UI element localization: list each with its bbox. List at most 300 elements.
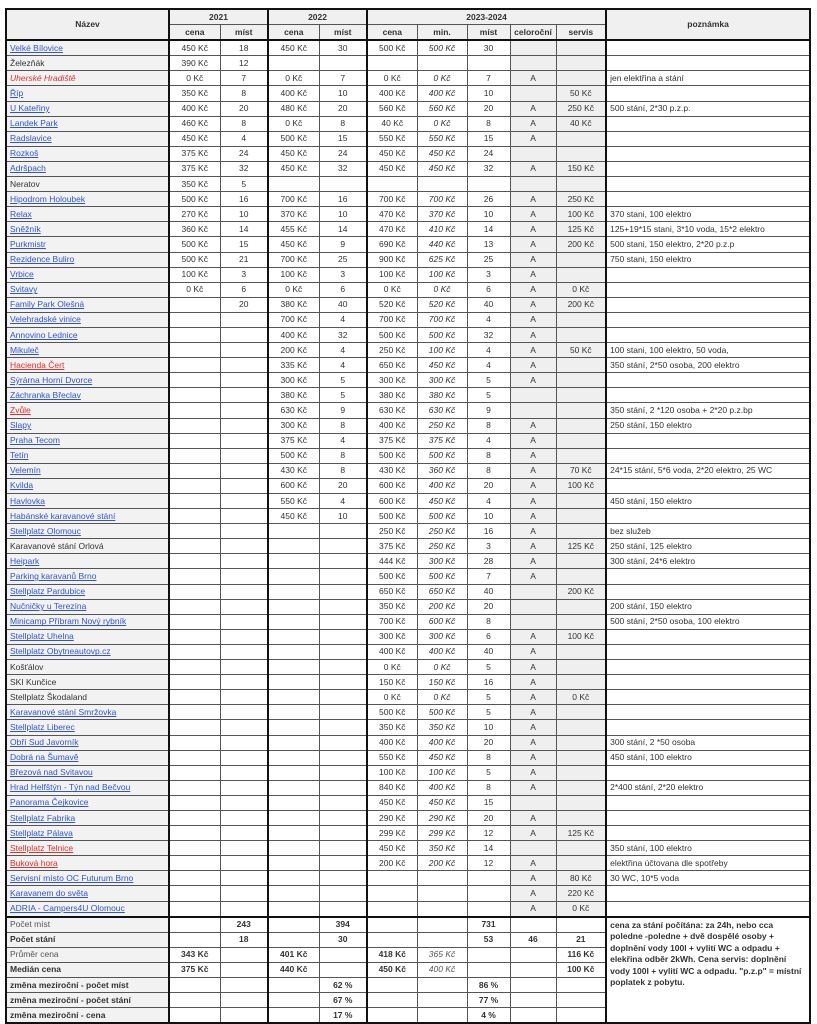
campsite-name: Karavanové stání Orlová (10, 540, 104, 551)
price-2324-cell: 400 Kč (367, 86, 417, 101)
note-cell: 500 stani, 150 elektro, 2*20 p.z.p (606, 237, 810, 252)
yearround-2324-cell: A (510, 871, 556, 886)
places-2021-cell (220, 660, 268, 675)
table-row (6, 584, 810, 599)
min-price-2324-cell: 0 Kč (417, 690, 467, 705)
header-2324-service: servis (556, 25, 606, 41)
campsite-link[interactable]: Relax (10, 208, 32, 219)
price-2324-cell: 500 Kč (367, 327, 417, 342)
campsite-name-cell[interactable] (6, 629, 169, 644)
campsite-link[interactable]: Obří Sud Javorník (10, 737, 79, 748)
price-2324-cell: 100 Kč (367, 267, 417, 282)
campsite-name-cell (6, 177, 169, 192)
price-2324-cell: 600 Kč (367, 478, 417, 493)
campsite-link[interactable]: Stellplatz Olomouc (10, 525, 81, 536)
min-price-2324-cell: 100 Kč (417, 343, 467, 358)
yearround-2324-cell (510, 177, 556, 192)
campsite-link[interactable]: Stellplatz Pálava (10, 827, 73, 838)
price-2022-cell (268, 750, 319, 765)
campsite-name: Neratov (10, 178, 40, 189)
campsite-link[interactable]: Stellplatz Fabrika (10, 812, 76, 823)
header-note: poznámka (606, 9, 810, 40)
table-row (6, 720, 810, 735)
places-2324-cell: 40 (467, 584, 510, 599)
yearround-2324-cell: A (510, 886, 556, 901)
table-row (6, 373, 810, 388)
note-cell: 100 stani, 100 elektro, 50 voda, (606, 343, 810, 358)
campsite-name-cell[interactable] (6, 373, 169, 388)
places-2324-cell: 20 (467, 810, 510, 825)
campsite-name-cell[interactable] (6, 343, 169, 358)
campsite-name-cell[interactable] (6, 524, 169, 539)
note-cell (606, 660, 810, 675)
campsite-link[interactable]: ADRIA - Campers4U Olomouc (10, 903, 125, 914)
price-2021-cell (169, 871, 220, 886)
service-2324-cell (556, 554, 606, 569)
price-2324-cell: 0 Kč (367, 71, 417, 86)
campsite-name-cell[interactable] (6, 795, 169, 810)
table-row (6, 478, 810, 493)
yearround-2324-cell: A (510, 101, 556, 116)
places-2324-cell (467, 871, 510, 886)
places-2022-cell: 15 (319, 131, 367, 146)
campsite-name-cell[interactable] (6, 750, 169, 765)
campsite-name-cell[interactable] (6, 569, 169, 584)
campsite-link[interactable]: Havlovka (10, 495, 45, 506)
header-year-2021: 2021 (169, 9, 268, 25)
yearround-2324-cell: A (510, 327, 556, 342)
campsite-link[interactable]: Nučničky u Terezína (10, 601, 87, 612)
places-2021-cell: 18 (220, 40, 268, 56)
campsite-name-cell[interactable] (6, 312, 169, 327)
note-cell: 250 stání, 150 elektro (606, 418, 810, 433)
campsite-name-cell[interactable] (6, 282, 169, 297)
campsite-link[interactable]: Stellplatz Pardubice (10, 586, 86, 597)
places-2022-cell: 16 (319, 192, 367, 207)
campsite-link[interactable]: Hipodrom Holoubek (10, 193, 86, 204)
min-price-2324-cell: 410 Kč (417, 222, 467, 237)
campsite-name-cell[interactable] (6, 358, 169, 373)
price-2324-cell: 0 Kč (367, 660, 417, 675)
price-2021-cell (169, 886, 220, 901)
campsite-link[interactable]: Minicamp Příbram Nový rybník (10, 616, 127, 627)
price-2022-cell (268, 690, 319, 705)
campsite-name-cell[interactable] (6, 826, 169, 841)
summary-c22-cell (268, 978, 319, 993)
summary-c23-cell: 450 Kč (367, 962, 417, 977)
summary-row (6, 917, 810, 933)
note-cell: 500 stání, 2*50 osoba, 100 elektro (606, 614, 810, 629)
campsite-name-cell[interactable] (6, 478, 169, 493)
yearround-2324-cell (510, 599, 556, 614)
table-row (6, 101, 810, 116)
table-row (6, 629, 810, 644)
price-2324-cell: 700 Kč (367, 192, 417, 207)
places-2324-cell: 10 (467, 509, 510, 524)
min-price-2324-cell: 0 Kč (417, 282, 467, 297)
campsite-name-cell[interactable] (6, 448, 169, 463)
price-2022-cell: 450 Kč (268, 40, 319, 56)
yearround-2324-cell: A (510, 267, 556, 282)
places-2021-cell: 7 (220, 71, 268, 86)
campsite-name-cell[interactable] (6, 327, 169, 342)
campsite-link[interactable]: Panorama Čejkovice (10, 797, 89, 808)
campsite-link[interactable]: Stellplatz Liberec (10, 721, 75, 732)
service-2324-cell (556, 267, 606, 282)
service-2324-cell: 50 Kč (556, 86, 606, 101)
campsite-link[interactable]: Parking karavanů Brno (10, 571, 97, 582)
service-2324-cell (556, 660, 606, 675)
places-2022-cell (319, 901, 367, 917)
min-price-2324-cell: 360 Kč (417, 463, 467, 478)
yearround-2324-cell: A (510, 524, 556, 539)
places-2021-cell (220, 750, 268, 765)
campsite-name: SKI Kunčice (10, 676, 57, 687)
campsite-name-cell[interactable] (6, 644, 169, 659)
campsite-link[interactable]: Vrbice (10, 269, 34, 280)
summary-c21-cell (169, 978, 220, 993)
campsite-name-cell[interactable] (6, 886, 169, 901)
campsite-link[interactable]: Sněžník (10, 223, 41, 234)
service-2324-cell (556, 750, 606, 765)
price-2021-cell (169, 448, 220, 463)
note-cell: 300 stání, 24*6 elektro (606, 554, 810, 569)
summary-c23-cell (367, 917, 417, 933)
campsite-name-cell[interactable] (6, 599, 169, 614)
campsite-name-cell[interactable] (6, 584, 169, 599)
places-2324-cell: 30 (467, 40, 510, 56)
campsite-link[interactable]: Karavanem do světa (10, 887, 88, 898)
yearround-2324-cell: A (510, 569, 556, 584)
summary-m22-cell (319, 947, 367, 962)
price-2021-cell (169, 690, 220, 705)
places-2021-cell (220, 463, 268, 478)
campsite-link[interactable]: Tetín (10, 450, 29, 461)
service-2324-cell (556, 856, 606, 871)
places-2022-cell (319, 614, 367, 629)
campsite-name-cell[interactable] (6, 161, 169, 176)
price-2021-cell (169, 765, 220, 780)
campsite-name-cell[interactable] (6, 780, 169, 795)
price-2021-cell (169, 569, 220, 584)
min-price-2324-cell: 500 Kč (417, 569, 467, 584)
price-2022-cell (268, 841, 319, 856)
campsite-name-cell[interactable] (6, 116, 169, 131)
service-2324-cell: 125 Kč (556, 222, 606, 237)
table-row (6, 810, 810, 825)
campsite-name-cell[interactable] (6, 856, 169, 871)
price-2022-cell (268, 705, 319, 720)
price-2324-cell (367, 177, 417, 192)
campsite-link[interactable]: Zvůle (10, 404, 31, 415)
campsite-link[interactable]: Servisní místo OC Futurum Brno (10, 872, 134, 883)
campsite-name-cell (6, 56, 169, 71)
campsite-link[interactable]: Velemín (10, 465, 41, 476)
yearround-2324-cell (510, 146, 556, 161)
header-2324-min: min. (417, 25, 467, 41)
places-2022-cell: 32 (319, 161, 367, 176)
pricing-explanation-note: cena za stání počítána: za 24h, nebo cca poledne -poledne + dvě dospělé osoby + doplnění vody 100l + vylití WC a odpadu + elekřina odběr 2kWh. Cena servis: doplnění vody 100l + vylití WC a odpadu. "p.z.p" = místní poplatek z pobytu. (606, 917, 810, 1024)
table-row (6, 795, 810, 810)
campsite-link[interactable]: Karavanové stání Smržovka (10, 706, 117, 717)
places-2021-cell (220, 599, 268, 614)
price-2324-cell: 650 Kč (367, 584, 417, 599)
places-2022-cell (319, 599, 367, 614)
campsite-name-cell[interactable] (6, 810, 169, 825)
price-2324-cell: 500 Kč (367, 705, 417, 720)
note-cell: 500 stání, 2*30 p.z.p. (606, 101, 810, 116)
price-2021-cell (169, 599, 220, 614)
price-2324-cell: 400 Kč (367, 418, 417, 433)
campsite-link[interactable]: Radslavice (10, 133, 52, 144)
places-2324-cell: 40 (467, 644, 510, 659)
places-2324-cell: 12 (467, 856, 510, 871)
table-row (6, 463, 810, 478)
campsite-name-cell[interactable] (6, 614, 169, 629)
price-2022-cell (268, 826, 319, 841)
summary-cel-cell (510, 917, 556, 933)
places-2021-cell (220, 584, 268, 599)
summary-m21-cell (220, 978, 268, 993)
campsite-link[interactable]: Sýrárna Horní Dvorce (10, 374, 93, 385)
service-2324-cell: 70 Kč (556, 463, 606, 478)
places-2022-cell (319, 584, 367, 599)
campsite-name-cell[interactable] (6, 418, 169, 433)
yearround-2324-cell (510, 403, 556, 418)
campsite-name-cell[interactable] (6, 297, 169, 312)
yearround-2324-cell: A (510, 765, 556, 780)
yearround-2324-cell: A (510, 161, 556, 176)
places-2021-cell: 24 (220, 146, 268, 161)
campsite-name-cell[interactable] (6, 388, 169, 403)
table-row (6, 267, 810, 282)
campsite-name-cell[interactable] (6, 765, 169, 780)
price-2022-cell: 480 Kč (268, 101, 319, 116)
summary-srv-cell (556, 917, 606, 933)
places-2021-cell: 10 (220, 207, 268, 222)
summary-srv-cell (556, 993, 606, 1008)
min-price-2324-cell: 100 Kč (417, 267, 467, 282)
campsite-link[interactable]: Rozkoš (10, 148, 39, 159)
note-cell: 24*15 stání, 5*6 voda, 2*20 elektro, 25 WC (606, 463, 810, 478)
places-2021-cell (220, 343, 268, 358)
header-2324-price: cena (367, 25, 417, 41)
service-2324-cell (556, 810, 606, 825)
campsite-name-cell[interactable] (6, 433, 169, 448)
places-2021-cell (220, 856, 268, 871)
places-2022-cell: 4 (319, 433, 367, 448)
campsite-name-cell[interactable] (6, 40, 169, 56)
service-2324-cell (556, 418, 606, 433)
campsite-link[interactable]: Kvilda (10, 480, 34, 491)
price-2021-cell (169, 735, 220, 750)
campsite-name-cell[interactable] (6, 901, 169, 917)
campsite-link[interactable]: Slapy (10, 420, 32, 431)
campsite-name-cell (6, 690, 169, 705)
campsite-name-cell[interactable] (6, 720, 169, 735)
service-2324-cell (556, 841, 606, 856)
min-price-2324-cell: 200 Kč (417, 856, 467, 871)
campsite-name-cell[interactable] (6, 494, 169, 509)
price-2021-cell (169, 614, 220, 629)
campsite-link[interactable]: Říp (10, 88, 24, 99)
campsite-name-cell[interactable] (6, 871, 169, 886)
campsite-name-cell[interactable] (6, 267, 169, 282)
service-2324-cell: 200 Kč (556, 584, 606, 599)
campsite-link[interactable]: Březová nad Svitavou (10, 767, 93, 778)
summary-c23-cell (367, 993, 417, 1008)
campsite-name-cell[interactable] (6, 705, 169, 720)
campsite-name-cell[interactable] (6, 86, 169, 101)
min-price-2324-cell: 500 Kč (417, 448, 467, 463)
places-2022-cell: 14 (319, 222, 367, 237)
places-2324-cell: 10 (467, 207, 510, 222)
price-2022-cell: 600 Kč (268, 478, 319, 493)
campsite-link[interactable]: Velehradské vinice (10, 314, 81, 325)
note-cell (606, 569, 810, 584)
campsite-name-cell[interactable] (6, 463, 169, 478)
min-price-2324-cell: 450 Kč (417, 494, 467, 509)
yearround-2324-cell (510, 40, 556, 56)
campsite-link[interactable]: Svitavy (10, 284, 38, 295)
places-2021-cell (220, 765, 268, 780)
places-2324-cell: 15 (467, 131, 510, 146)
table-row (6, 222, 810, 237)
campsite-link[interactable]: Mikuleč (10, 344, 39, 355)
note-cell (606, 177, 810, 192)
campsite-link[interactable]: Purkmistr (10, 238, 46, 249)
price-2324-cell: 560 Kč (367, 101, 417, 116)
campsite-link[interactable]: Stellplatz Telnice (10, 842, 74, 853)
yearround-2324-cell: A (510, 252, 556, 267)
campsite-link[interactable]: Habánské karavanové stání (10, 510, 116, 521)
min-price-2324-cell: 200 Kč (417, 599, 467, 614)
places-2021-cell (220, 826, 268, 841)
campsite-name-cell[interactable] (6, 237, 169, 252)
campsite-name-cell[interactable] (6, 403, 169, 418)
min-price-2324-cell: 700 Kč (417, 312, 467, 327)
places-2021-cell: 32 (220, 161, 268, 176)
campsite-name-cell[interactable] (6, 146, 169, 161)
table-row (6, 358, 810, 373)
note-cell (606, 373, 810, 388)
campsite-link[interactable]: Annovino Lednice (10, 329, 78, 340)
campsite-name-cell[interactable] (6, 222, 169, 237)
campsite-link[interactable]: Stellplatz Obytneautovp.cz (10, 646, 111, 657)
price-2021-cell: 270 Kč (169, 207, 220, 222)
note-cell (606, 584, 810, 599)
price-2324-cell: 500 Kč (367, 509, 417, 524)
summary-m23-cell: 731 (467, 917, 510, 933)
price-2022-cell (268, 554, 319, 569)
campsite-name-cell[interactable] (6, 207, 169, 222)
campsite-name-cell[interactable] (6, 841, 169, 856)
price-2022-cell (268, 810, 319, 825)
campsite-name-cell[interactable] (6, 554, 169, 569)
places-2022-cell (319, 780, 367, 795)
campsite-name-cell[interactable] (6, 131, 169, 146)
service-2324-cell (556, 388, 606, 403)
campsite-link[interactable]: Stellplatz Uhelna (10, 631, 74, 642)
campsite-link[interactable]: Hacienda Čert (10, 359, 65, 370)
price-2021-cell (169, 584, 220, 599)
yearround-2324-cell: A (510, 358, 556, 373)
price-2021-cell (169, 660, 220, 675)
campsite-name-cell[interactable] (6, 101, 169, 116)
table-row (6, 660, 810, 675)
campsite-name-cell[interactable] (6, 252, 169, 267)
campsite-link[interactable]: Hrad Helfštýn - Týn nad Bečvou (10, 782, 131, 793)
campsite-link[interactable]: Heipark (10, 555, 40, 566)
price-2021-cell (169, 524, 220, 539)
min-price-2324-cell: 290 Kč (417, 810, 467, 825)
note-cell (606, 826, 810, 841)
yearround-2324-cell (510, 614, 556, 629)
summary-min-cell (417, 993, 467, 1008)
min-price-2324-cell: 350 Kč (417, 720, 467, 735)
campsite-name-cell[interactable] (6, 509, 169, 524)
summary-min-cell (417, 917, 467, 933)
price-2324-cell: 700 Kč (367, 312, 417, 327)
campsite-link[interactable]: Velké Bílovice (10, 42, 63, 53)
places-2324-cell: 4 (467, 343, 510, 358)
price-2022-cell (268, 599, 319, 614)
places-2324-cell: 7 (467, 569, 510, 584)
campsite-name-cell[interactable] (6, 192, 169, 207)
campsite-name-cell[interactable] (6, 735, 169, 750)
yearround-2324-cell: A (510, 312, 556, 327)
places-2021-cell (220, 312, 268, 327)
service-2324-cell (556, 524, 606, 539)
campsite-link[interactable]: Dobrá na Šumavě (10, 752, 79, 763)
min-price-2324-cell: 500 Kč (417, 327, 467, 342)
table-row (6, 826, 810, 841)
service-2324-cell (556, 675, 606, 690)
yearround-2324-cell: A (510, 554, 556, 569)
price-2022-cell: 375 Kč (268, 433, 319, 448)
min-price-2324-cell: 450 Kč (417, 146, 467, 161)
service-2324-cell: 150 Kč (556, 161, 606, 176)
price-2022-cell (268, 524, 319, 539)
places-2324-cell: 8 (467, 750, 510, 765)
campsite-link[interactable]: Praha Tecom (10, 435, 60, 446)
places-2324-cell (467, 901, 510, 917)
price-2324-cell: 430 Kč (367, 463, 417, 478)
price-2022-cell (268, 629, 319, 644)
campsite-link[interactable]: Rezidence Buliro (10, 254, 75, 265)
places-2022-cell: 30 (319, 40, 367, 56)
campsite-link[interactable]: Family Park Olešná (10, 299, 85, 310)
places-2022-cell (319, 765, 367, 780)
table-row (6, 448, 810, 463)
places-2324-cell: 20 (467, 735, 510, 750)
campsite-link[interactable]: Landek Park (10, 118, 58, 129)
price-2021-cell: 460 Kč (169, 116, 220, 131)
campsite-link[interactable]: U Kateřiny (10, 103, 50, 114)
price-2021-cell (169, 780, 220, 795)
price-2022-cell: 370 Kč (268, 207, 319, 222)
price-2021-cell: 390 Kč (169, 56, 220, 71)
min-price-2324-cell: 250 Kč (417, 524, 467, 539)
min-price-2324-cell: 450 Kč (417, 750, 467, 765)
price-2324-cell (367, 871, 417, 886)
campsite-link[interactable]: Záchranka Břeclav (10, 389, 81, 400)
summary-min-cell (417, 978, 467, 993)
campsite-link[interactable]: Adršpach (10, 163, 46, 174)
places-2022-cell (319, 826, 367, 841)
campsite-name-cell[interactable] (6, 71, 169, 86)
campsite-link[interactable]: Buková hora (10, 857, 58, 868)
